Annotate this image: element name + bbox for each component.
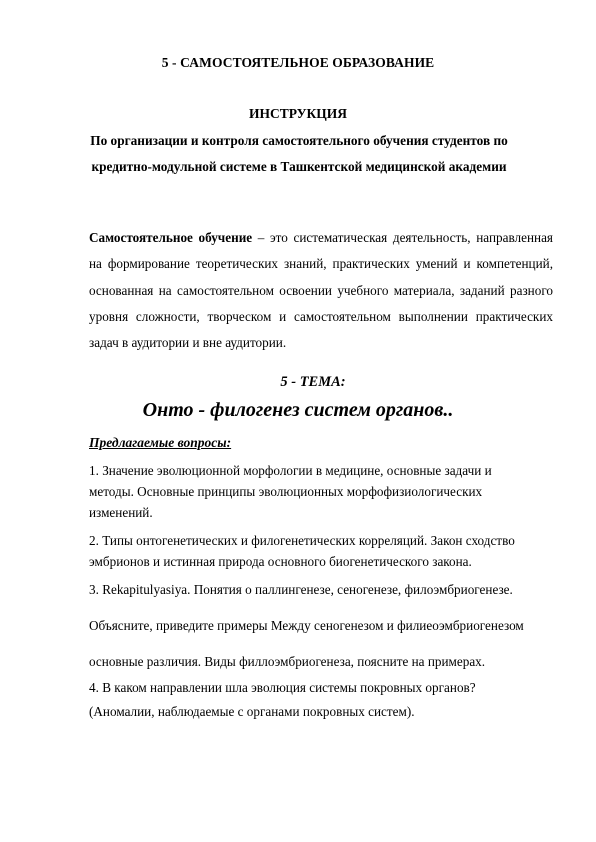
- instruction-title: ИНСТРУКЦИЯ: [248, 106, 348, 121]
- question-3-line: Объясните, приведите примеры Между сеногенезом и филиеоэмбриогенезом: [89, 618, 524, 633]
- question-1-line: изменений.: [89, 505, 153, 520]
- question-1-line: методы. Основные принципы эволюционных морфофизиологических: [89, 484, 483, 499]
- question-3-line: основные различия. Виды филлоэмбриогенеза, поясните на примерах.: [89, 654, 486, 669]
- intro-paragraph: [89, 225, 553, 356]
- question-1: [89, 460, 559, 523]
- topic-label: 5 - ТЕМА:: [280, 374, 346, 390]
- question-1-line: 1. Значение эволюционной морфологии в медицине, основные задачи и: [89, 463, 492, 478]
- questions-heading: Предлагаемые вопросы:: [89, 435, 232, 450]
- question-4-line: (Аномалии, наблюдаемые с органами покровных систем).: [89, 704, 415, 719]
- intro-definition: – это систематическая деятельность, направленная на формирование теоретических знаний, практических умений и компетенций, основанная на самостоятельном освоении учебного материала, заданий разного уровня сложности, творческом и самостоятельном выполнении практических задач в аудитории и вне аудитории.: [89, 230, 553, 351]
- section-title: 5 - САМОСТОЯТЕЛЬНОЕ ОБРАЗОВАНИЕ: [161, 55, 435, 70]
- instruction-subtitle-line-1: По организации и контроля самостоятельного обучения студентов по: [90, 133, 508, 148]
- question-4-line: 4. В каком направлении шла эволюция системы покровных органов?: [89, 680, 476, 695]
- instruction-subtitle-line-2: кредитно-модульной системе в Ташкентской медицинской академии: [91, 159, 507, 174]
- question-2-line: эмбрионов и истинная природа основного биогенетического закона.: [89, 554, 472, 569]
- question-4: [89, 676, 559, 724]
- topic-title: Онто - филогенез систем органов..: [142, 399, 454, 421]
- question-2-line: 2. Типы онтогенетических и филогенетических корреляций. Закон сходство: [89, 533, 515, 548]
- question-3-line: 3. Rekapitulyasiya. Понятия о паллингенезе, сеногенезе, филоэмбриогенезе.: [89, 582, 513, 597]
- question-3: [89, 572, 559, 680]
- question-2: [89, 530, 559, 572]
- instruction-subtitle: [70, 128, 528, 180]
- intro-term: Самостоятельное обучение: [89, 230, 253, 245]
